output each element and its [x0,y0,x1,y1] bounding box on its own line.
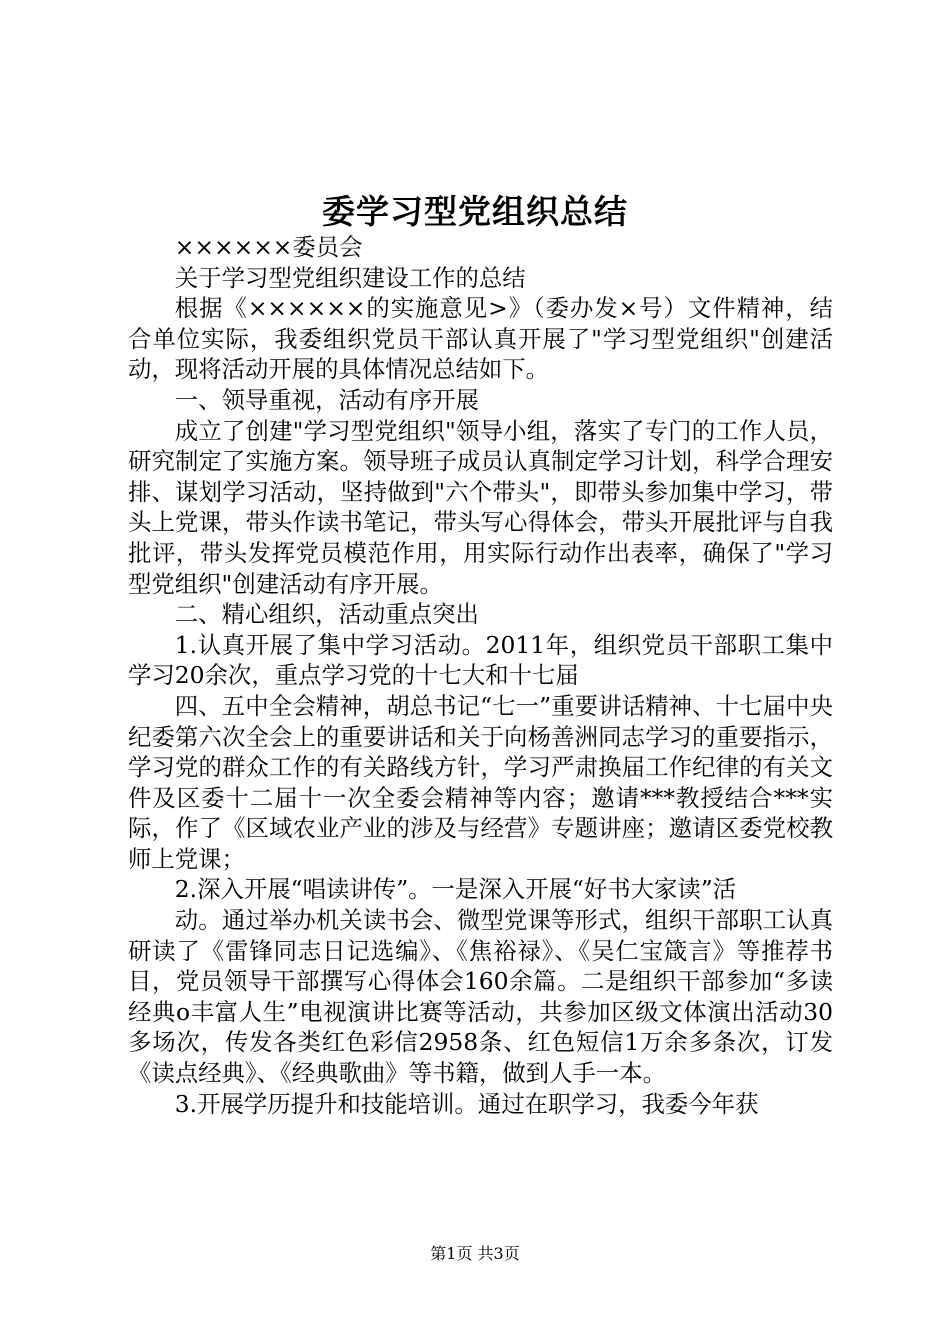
org-name-line: ××××××委员会 [174,233,363,261]
page-number-footer: 第1页 共3页 [430,1244,520,1263]
section-heading-1: 一、领导重视，活动有序开展 [174,385,479,414]
document-title: 委学习型党组织总结 [322,192,628,231]
report-subtitle: 关于学习型党组织建设工作的总结 [174,263,526,292]
item-2-paragraph: 2.深入开展“唱读讲传”。一是深入开展“好书大家读”活 [174,875,737,904]
intro-paragraph: 根据《××××××的实施意见>》（委办发×号）文件精神，结合单位实际，我委组织党员干部认真开展了"学习型党组织"创建活动，现将活动开展的具体情况总结如下。 [128,294,833,384]
item-1-continued-paragraph: 四、五中全会精神，胡总书记“七一”重要讲话精神、十七届中央纪委第六次全会上的重要讲话和关于向杨善洲同志学习的重要指示，学习党的群众工作的有关路线方针，学习严肃换届工作纪律的有关文件及区委十二届十一次全委会精神等内容；邀请***教授结合***实际，作了《区域农业产业的涉及与经营》专题讲座；邀请区委党校教师上党课； [128,691,833,873]
item-2-continued-paragraph: 动。通过举办机关读书会、微型党课等形式，组织干部职工认真研读了《雷锋同志日记选编》、《焦裕禄》、《吴仁宝箴言》等推荐书目，党员领导干部撰写心得体会160余篇。二是组织干部参加“多读经典o丰富人生”电视演讲比赛等活动，共参加区级文体演出活动30多场次，传发各类红色彩信2958条、红色短信1万余多条次，订发《读点经典》、《经典歌曲》等书籍，做到人手一本。 [128,906,833,1088]
document-body [128,232,833,1119]
item-1-paragraph: 1.认真开展了集中学习活动。2011年，组织党员干部职工集中学习20余次，重点学习党的十七大和十七届 [128,630,833,690]
item-3-paragraph: 3.开展学历提升和技能培训。通过在职学习，我委今年获 [174,1089,759,1118]
section-heading-2: 二、精心组织，活动重点突出 [174,600,479,629]
section-1-paragraph: 成立了创建"学习型党组织"领导小组，落实了专门的工作人员，研究制定了实施方案。领导班子成员认真制定学习计划，科学合理安排、谋划学习活动，坚持做到"六个带头"，即带头参加集中学习，带头上党课，带头作读书笔记，带头写心得体会，带头开展批评与自我批评，带头发挥党员模范作用，用实际行动作出表率，确保了"学习型党组织"创建活动有序开展。 [128,416,833,598]
